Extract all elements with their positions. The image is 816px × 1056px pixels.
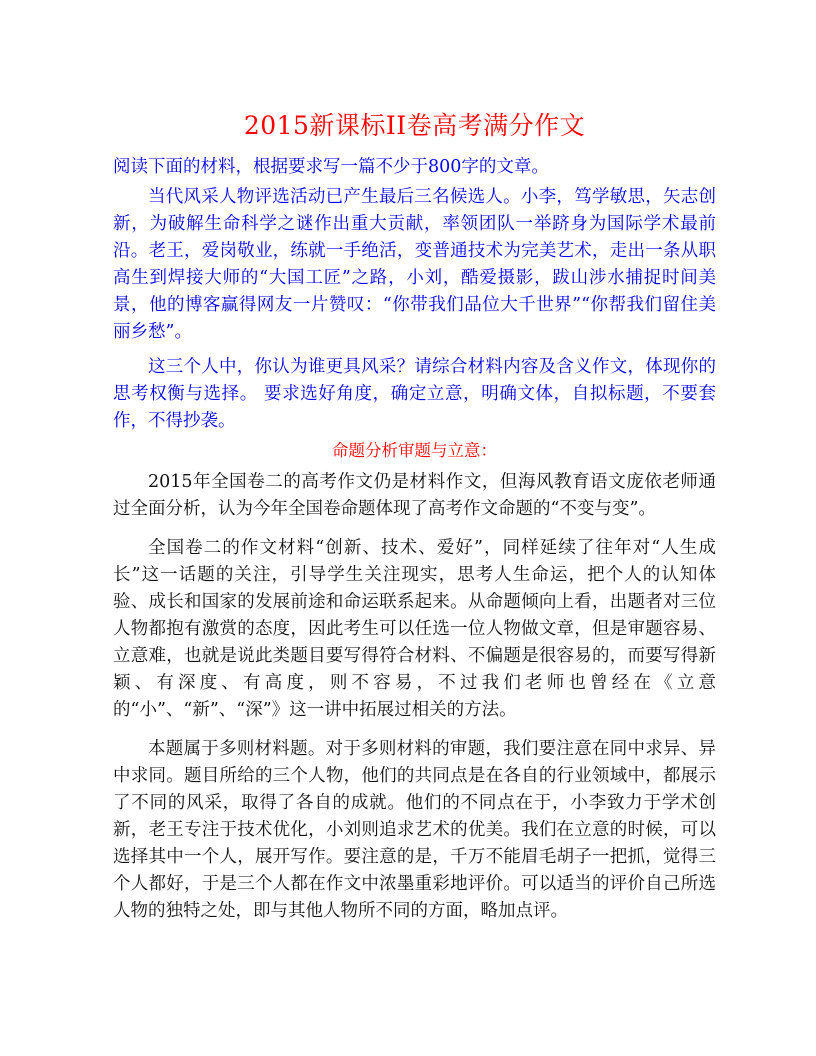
analysis-paragraph: 2015年全国卷二的高考作文仍是材料作文，但海风教育语文庞依老师通过全面分析，认为今年全国卷命题体现了高考作文命题的“不变与变”。 bbox=[113, 472, 716, 519]
prompt-section bbox=[113, 154, 716, 435]
prompt-requirement: 这三个人中，你认为谁更具风采？请综合材料内容及含义作文，体现你的思考权衡与选择。 要求选好角度，确定立意，明确文体，自拟标题，不要套作，不得抄袭。 bbox=[113, 357, 716, 431]
analysis-section bbox=[113, 469, 716, 925]
document-page bbox=[113, 110, 716, 937]
analysis-heading: 命题分析审题与立意： bbox=[332, 441, 497, 460]
prompt-material: 当代风采人物评选活动已产生最后三名候选人。小李，笃学敏思，矢志创新，为破解生命科学之谜作出重大贡献，率领团队一举跻身为国际学术最前沿。老王，爱岗敬业，练就一手绝活，变普通技术为完美艺术，走出一条从职高生到焊接大师的“大国工匠”之路，小刘，酷爱摄影，跋山涉水捕捉时间美景，他的博客赢得网友一片赞叹：“你带我们品位大千世界”“你帮我们留住美丽乡愁”。 bbox=[113, 187, 716, 342]
analysis-paragraph: 全国卷二的作文材料“创新、技术、爱好”，同样延续了往年对“人生成长”这一话题的关注，引导学生关注现实，思考人生命运，把个人的认知体验、成长和国家的发展前途和命运联系起来。从命题倾向上看，出题者对三位人物都抱有激赏的态度，因此考生可以任选一位人物做文章，但是审题容易、立意难，也就是说此类题目要写得符合材料、不偏题是很容易的，而要写得新颖、有深度、有高度，则不容易，不过我们老师也曾经在《立意的“小”、“新”、“深”》这一讲中拓展过相关的方法。 bbox=[113, 538, 716, 720]
document-title: 2015新课标II卷高考满分作文 bbox=[243, 111, 586, 140]
prompt-instruction: 阅读下面的材料，根据要求写一篇不少于800字的文章。 bbox=[113, 157, 549, 177]
analysis-paragraph: 本题属于多则材料题。对于多则材料的审题，我们要注意在同中求异、异中求同。题目所给的三个人物，他们的共同点是在各自的行业领域中，都展示了不同的风采，取得了各自的成就。他们的不同点在于，小李致力于学术创新，老王专注于技术优化，小刘则追求艺术的优美。我们在立意的时候，可以选择其中一个人，展开写作。要注意的是，千万不能眉毛胡子一把抓，觉得三个人都好，于是三个人都在作文中浓墨重彩地评价。可以适当的评价自己所选人物的独特之处，即与其他人物所不同的方面，略加点评。 bbox=[113, 739, 716, 921]
